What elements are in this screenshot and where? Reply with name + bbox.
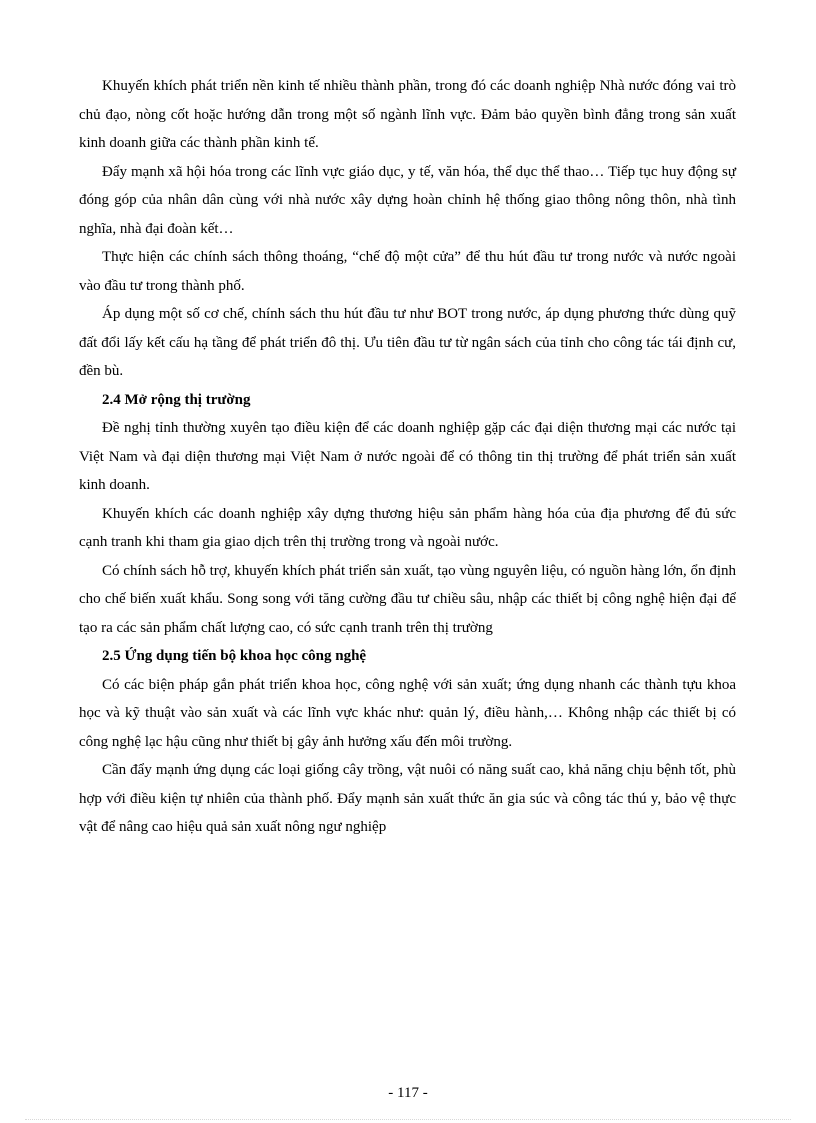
page-bottom-divider <box>25 1119 791 1120</box>
paragraph-economic-sectors: Khuyến khích phát triển nền kinh tế nhiều thành phần, trong đó các doanh nghiệp Nhà nước đóng vai trò chủ đạo, nòng cốt hoặc hướng dẫn trong một số ngành lĩnh vực. Đảm bảo quyền bình đẳng trong sản xuất kinh doanh giữa các thành phần kinh tế. <box>79 78 736 151</box>
paragraph-science-technology: Có các biện pháp gắn phát triển khoa học, công nghệ với sản xuất; ứng dụng nhanh các thành tựu khoa học và kỹ thuật vào sản xuất và các lĩnh vực khác như: quản lý, điều hành,… Không nhập các thiết bị có công nghệ lạc hậu cũng như thiết bị gây ảnh hưởng xấu đến môi trường. <box>79 676 736 750</box>
page-body <box>79 72 736 842</box>
section-heading-technology: 2.5 Ứng dụng tiến bộ khoa học công nghệ <box>102 648 367 664</box>
paragraph-one-stop-policy: Thực hiện các chính sách thông thoáng, “chế độ một cửa” để thu hút đầu tư trong nước và nước ngoài vào đầu tư trong thành phố. <box>79 249 736 294</box>
paragraph-socialization: Đẩy mạnh xã hội hóa trong các lĩnh vực giáo dục, y tế, văn hóa, thể dục thể thao… Tiếp tục huy động sự đóng góp của nhân dân cùng với nhà nước xây dựng hoàn chỉnh hệ thống giao thông nông thôn, nhà tình nghĩa, nhà đại đoàn kết… <box>79 163 736 237</box>
page-number: - 117 - <box>388 1085 428 1101</box>
paragraph-trade-representatives: Đề nghị tỉnh thường xuyên tạo điều kiện để các doanh nghiệp gặp các đại diện thương mại các nước tại Việt Nam và đại diện thương mại Việt Nam ở nước ngoài để có thông tin thị trường để phát triển sản xuất kinh doanh. <box>79 420 736 493</box>
paragraph-agriculture: Cần đẩy mạnh ứng dụng các loại giống cây trồng, vật nuôi có năng suất cao, khả năng chịu bệnh tốt, phù hợp với điều kiện tự nhiên của thành phố. Đẩy mạnh sản xuất thức ăn gia súc và công tác thú y, bảo vệ thực vật để nâng cao hiệu quả sản xuất nông ngư nghiệp <box>79 762 736 835</box>
paragraph-investment-mechanisms: Áp dụng một số cơ chế, chính sách thu hút đầu tư như BOT trong nước, áp dụng phương thức dùng quỹ đất đổi lấy kết cấu hạ tầng để phát triển đô thị. Ưu tiên đầu tư từ ngân sách của tỉnh cho công tác tái định cư, đền bù. <box>79 306 736 379</box>
section-heading-market-expansion: 2.4 Mở rộng thị trường <box>102 391 251 408</box>
paragraph-production-support: Có chính sách hỗ trợ, khuyến khích phát triển sản xuất, tạo vùng nguyên liệu, có nguồn hàng lớn, ổn định cho chế biến xuất khẩu. Song song với tăng cường đầu tư chiều sâu, nhập các thiết bị công nghệ hiện đại để tạo ra các sản phẩm chất lượng cao, có sức cạnh tranh trên thị trường <box>79 562 736 636</box>
paragraph-brand-building: Khuyến khích các doanh nghiệp xây dựng thương hiệu sản phẩm hàng hóa của địa phương để đủ sức cạnh tranh khi tham gia giao dịch trên thị trường trong và ngoài nước. <box>79 505 736 550</box>
